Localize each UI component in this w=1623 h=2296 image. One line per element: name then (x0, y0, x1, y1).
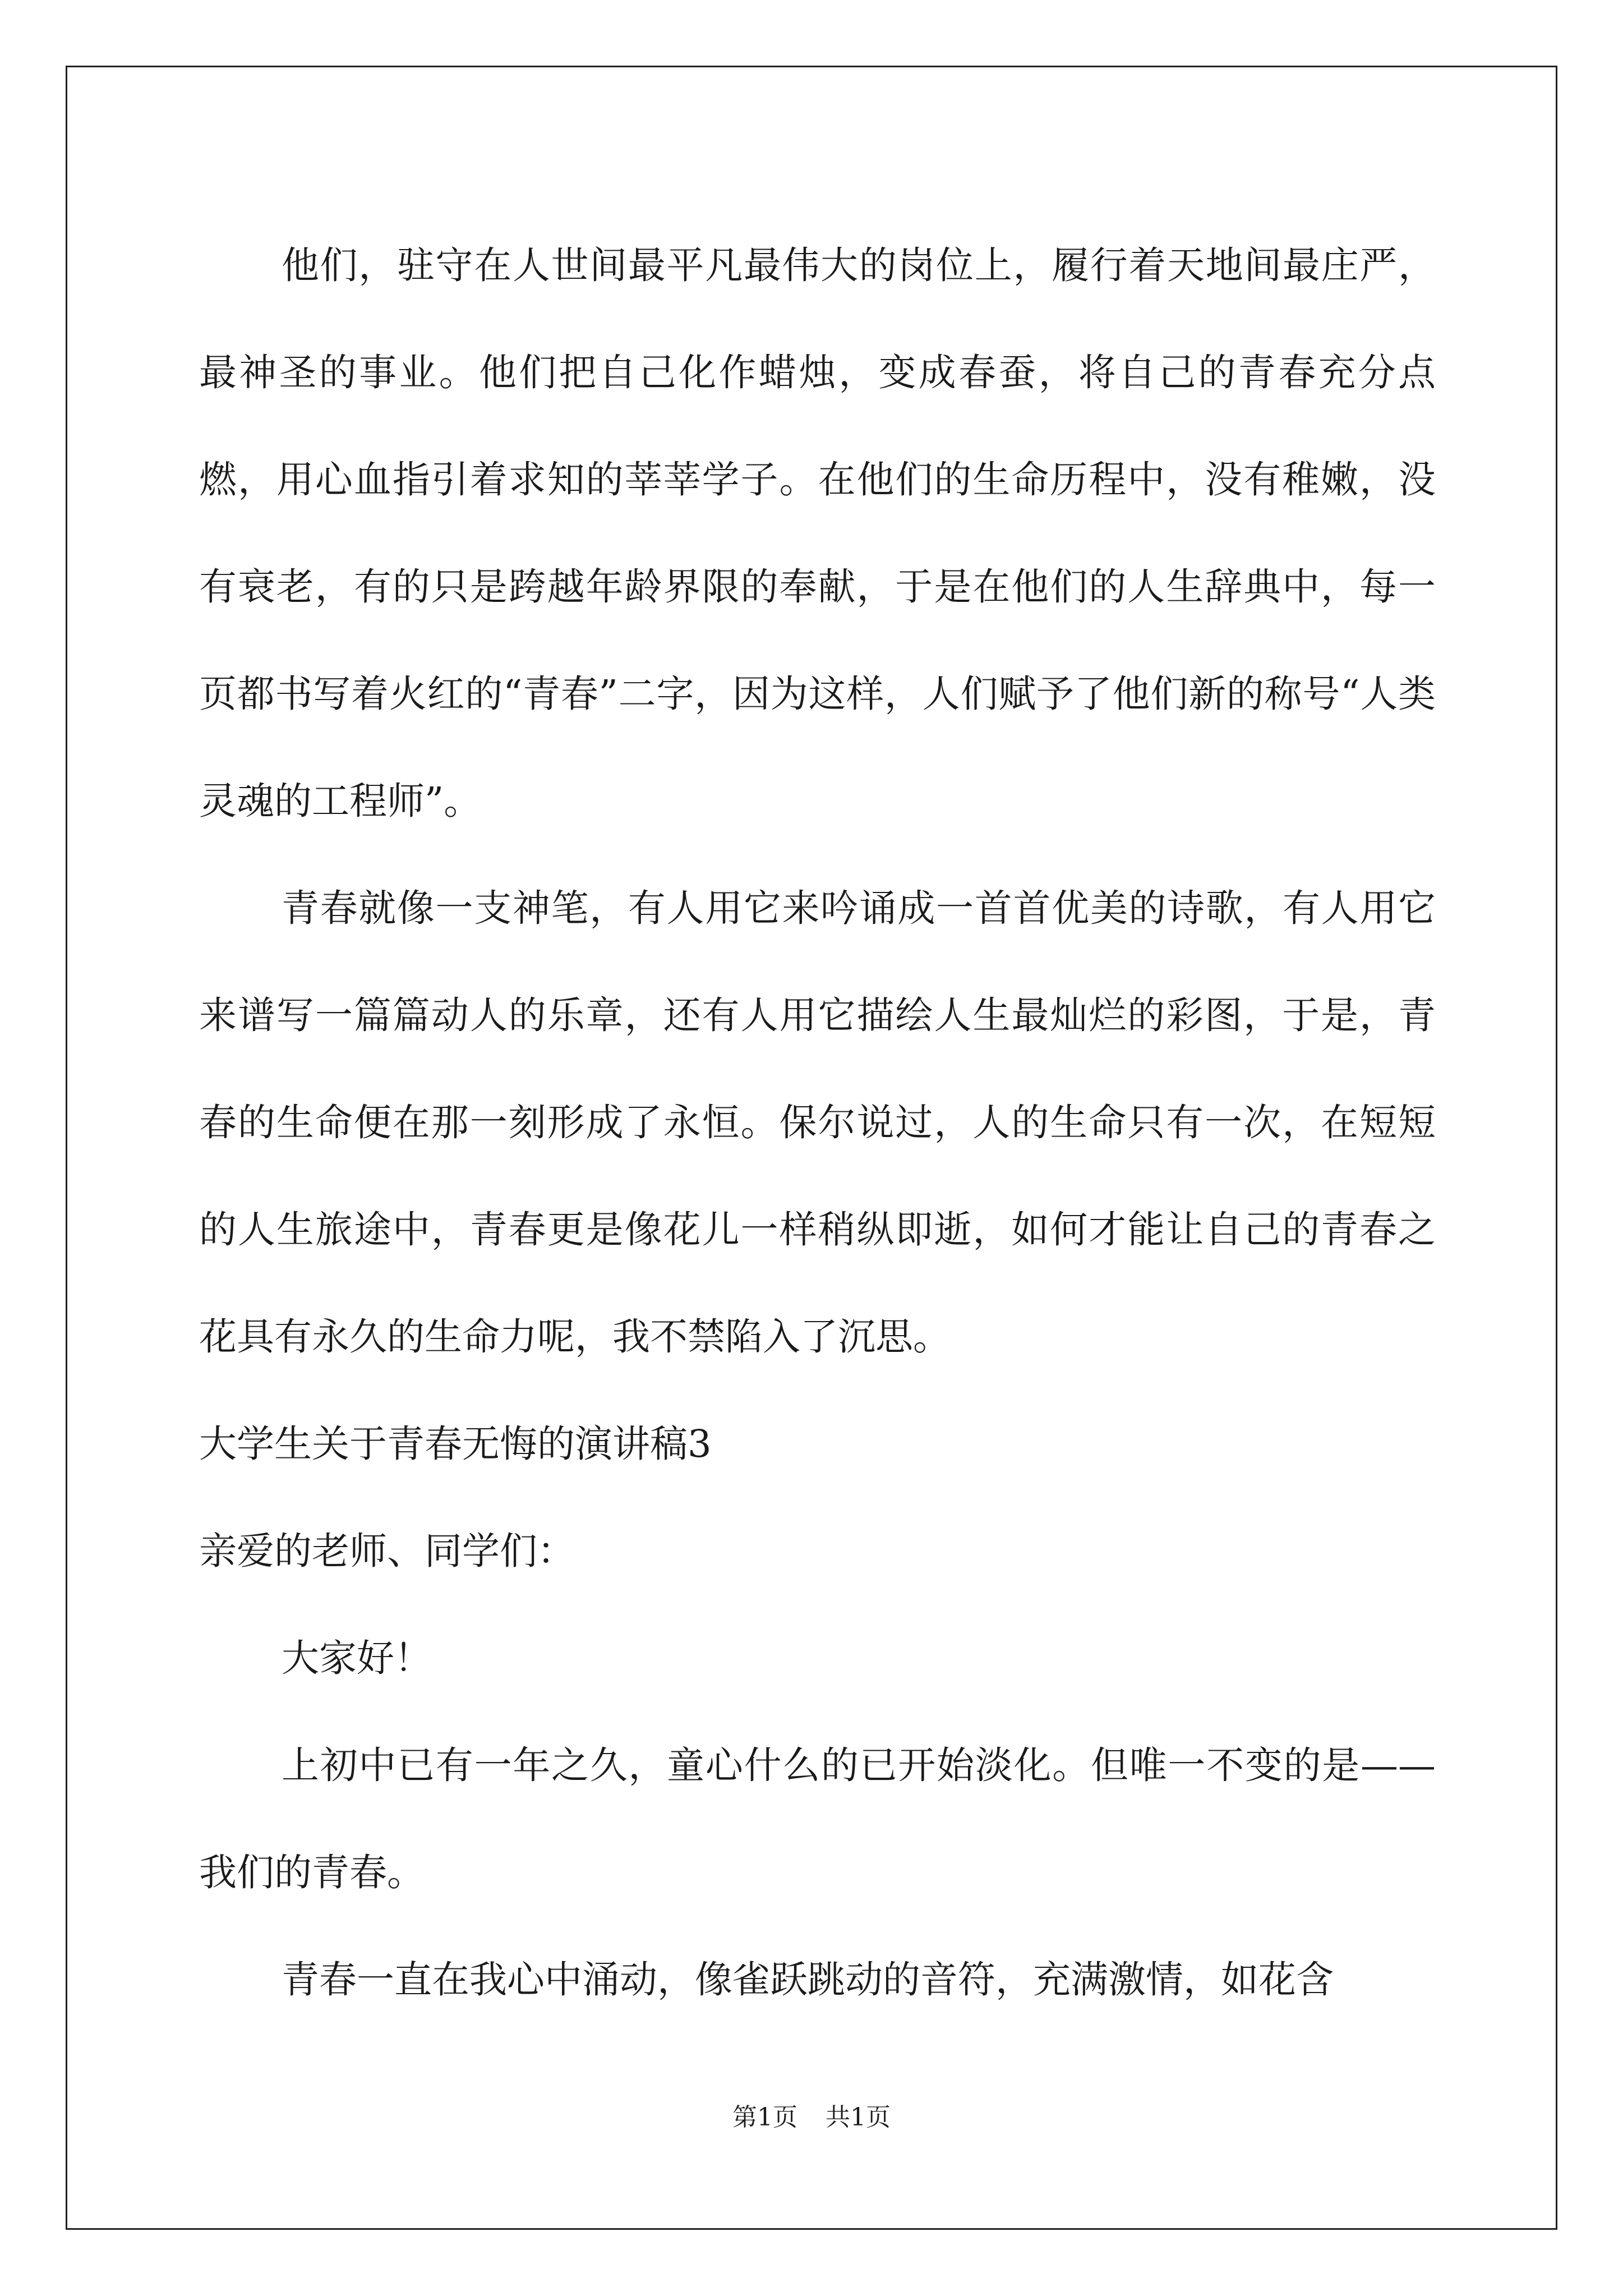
salutation: 亲爱的老师、同学们： (199, 1529, 575, 1573)
paragraph-youth-heart: 青春一直在我心中涌动，像雀跃跳动的音符，充满激情，如花含 (282, 1958, 1334, 2001)
page-footer (0, 2097, 1623, 2133)
paragraph-teachers: 他们，驻守在人世间最平凡最伟大的岗位上，履行着天地间最庄严，最神圣的事业。他们把自己化作蜡烛，变成春蚕，将自己的青春充分点燃，用心血指引着求知的莘莘学子。在他们的生命历程中，没有稚嫩，没有衰老，有的只是跨越年龄界限的奉献，于是在他们的人生辞典中，每一页都书写着火红的“青春”二字，因为这样，人们赋予了他们新的称号“人类灵魂的工程师”。 (199, 243, 1436, 823)
greeting: 大家好！ (282, 1636, 432, 1680)
page-number: 第1页 (732, 2103, 797, 2132)
section-heading: 大学生关于青春无悔的演讲稿3 (199, 1422, 712, 1466)
paragraph-junior-high: 上初中已有一年之久，童心什么的已开始淡化。但唯一不变的是——我们的青春。 (199, 1743, 1436, 1894)
paragraph-youth-pen: 青春就像一支神笔，有人用它来吟诵成一首首优美的诗歌，有人用它来谱写一篇篇动人的乐章，还有人用它描绘人生最灿烂的彩图，于是，青春的生命便在那一刻形成了永恒。保尔说过，人的生命只有一次，在短短的人生旅途中，青春更是像花儿一样稍纵即逝，如何才能让自己的青春之花具有永久的生命力呢，我不禁陷入了沉思。 (199, 886, 1436, 1359)
page-total: 共1页 (826, 2103, 891, 2132)
document-body (199, 212, 1436, 2033)
